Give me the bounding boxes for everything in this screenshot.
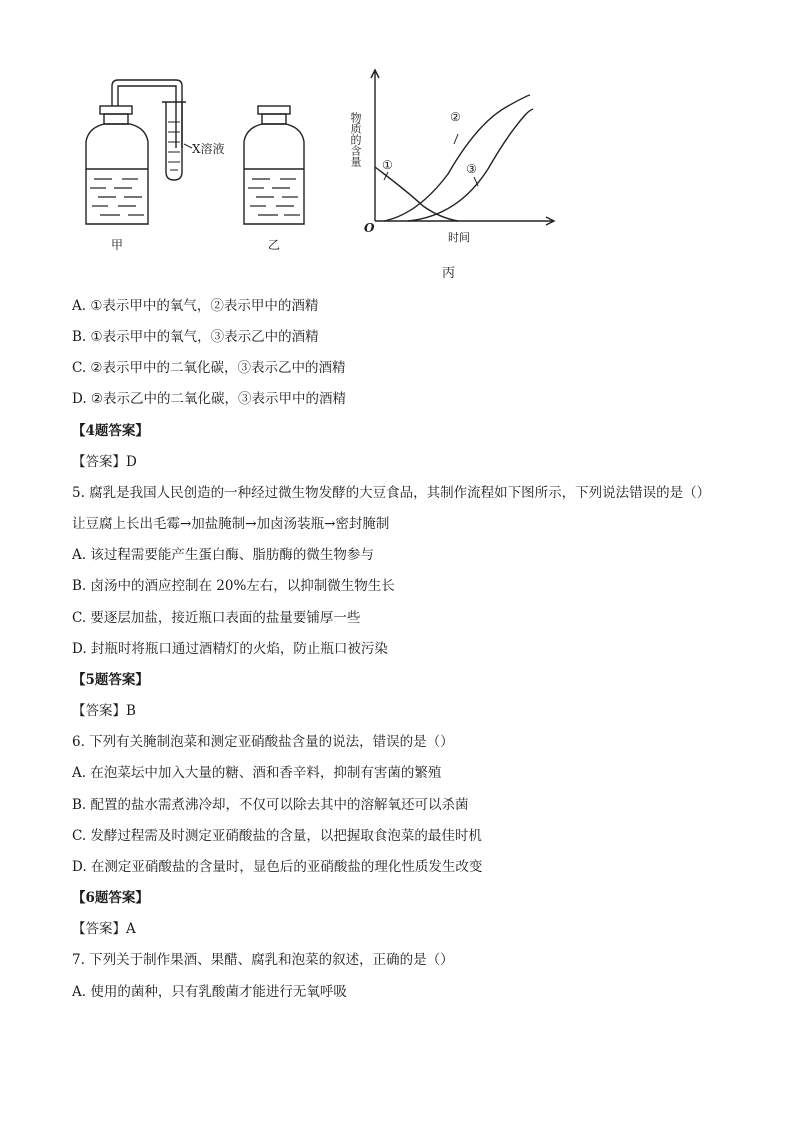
apparatus-and-graph-diagram: [78, 64, 578, 284]
graph-bing: [371, 70, 554, 225]
q5-flow: 让豆腐上长出毛霉→加盐腌制→加卤汤装瓶→密封腌制: [72, 516, 390, 532]
q6-option-b: B. 配置的盐水需煮沸冷却，不仅可以除去其中的溶解氧还可以杀菌: [72, 797, 469, 813]
q6-answer: 【答案】A: [72, 921, 136, 937]
x-axis-label: 时间: [448, 231, 470, 244]
q6-option-c: C. 发酵过程需及时测定亚硝酸盐的含量，以把握取食泡菜的最佳时机: [72, 828, 482, 844]
x-solution-label: X溶液: [192, 142, 225, 156]
experiment-figure: [78, 64, 578, 284]
q4-option-c: C. ②表示甲中的二氧化碳，③表示乙中的酒精: [72, 360, 346, 376]
q5-option-b: B. 卤汤中的酒应控制在 20%左右，以抑制微生物生长: [72, 578, 395, 594]
q6-option-d: D. 在测定亚硝酸盐的含量时，显色后的亚硝酸盐的理化性质发生改变: [72, 859, 483, 875]
q7-option-a: A. 使用的菌种，只有乳酸菌才能进行无氧呼吸: [72, 984, 347, 1000]
curve-3-label: ③: [466, 162, 477, 176]
curve-2-label: ②: [450, 110, 461, 124]
label-jia: 甲: [111, 238, 124, 252]
bottle-yi: [244, 106, 304, 224]
q5-option-c: C. 要逐层加盐，接近瓶口表面的盐量要铺厚一些: [72, 610, 361, 626]
q5-answer: 【答案】B: [72, 703, 136, 719]
q4-option-b: B. ①表示甲中的氧气，③表示乙中的酒精: [72, 329, 319, 345]
curve-1: [375, 167, 458, 221]
q4-answer-heading: 【4题答案】: [72, 423, 149, 439]
q5-option-a: A. 该过程需要能产生蛋白酶、脂肪酶的微生物参与: [72, 547, 374, 563]
curve-1-label: ①: [382, 158, 393, 172]
label-yi: 乙: [268, 238, 281, 252]
q4-answer: 【答案】D: [72, 454, 137, 470]
q5-stem: 5. 腐乳是我国人民创造的一种经过微生物发酵的大豆食品，其制作流程如下图所示，下列说法错误的是（）: [72, 485, 711, 501]
y-axis-label: 物质的含量: [349, 112, 362, 167]
q6-option-a: A. 在泡菜坛中加入大量的糖、酒和香辛料，抑制有害菌的繁殖: [72, 765, 442, 781]
q7-stem: 7. 下列关于制作果酒、果醋、腐乳和泡菜的叙述，正确的是（）: [72, 952, 454, 968]
q5-answer-heading: 【5题答案】: [72, 672, 149, 688]
q6-stem: 6. 下列有关腌制泡菜和测定亚硝酸盐含量的说法，错误的是（）: [72, 734, 454, 750]
test-tube: [162, 102, 192, 180]
origin-label: O: [364, 221, 375, 235]
q4-option-d: D. ②表示乙中的二氧化碳，③表示甲中的酒精: [72, 391, 347, 407]
bottle-jia: [86, 106, 148, 224]
q5-option-d: D. 封瓶时将瓶口通过酒精灯的火焰，防止瓶口被污染: [72, 641, 388, 657]
q6-answer-heading: 【6题答案】: [72, 890, 149, 906]
label-bing: 丙: [442, 266, 456, 281]
q4-option-a: A. ①表示甲中的氧气，②表示甲中的酒精: [72, 298, 319, 314]
